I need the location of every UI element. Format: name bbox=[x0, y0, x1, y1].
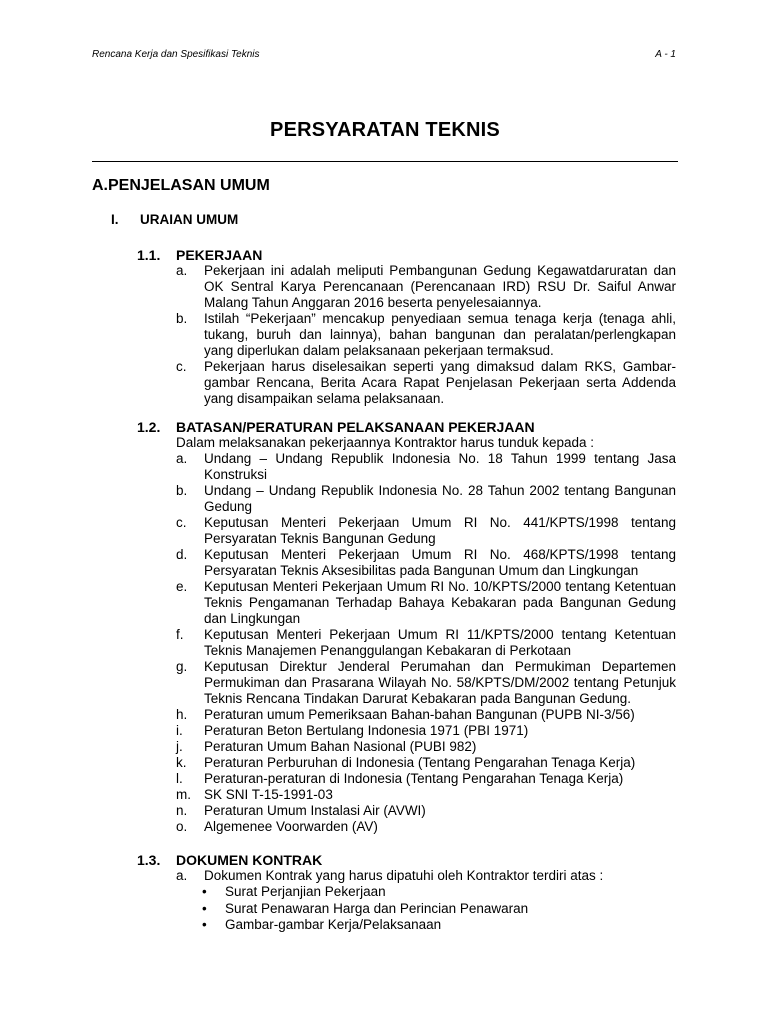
list-item bbox=[176, 547, 676, 579]
document-title: PERSYARATAN TEKNIS bbox=[270, 119, 500, 141]
list-item bbox=[176, 483, 676, 515]
list-item bbox=[176, 803, 676, 819]
list-item bbox=[176, 771, 676, 787]
list-item bbox=[176, 819, 676, 835]
list-item-text: Pekerjaan harus diselesaikan seperti yang dimaksud dalam RKS, Gambar-gambar Rencana, Berita Acara Rapat Penjelasan Pekerjaan serta Addenda yang disampaikan selama pelaksanaan. bbox=[204, 359, 676, 406]
list-marker: h. bbox=[176, 707, 188, 722]
list-marker: m. bbox=[176, 787, 191, 802]
list-item-text: Keputusan Menteri Pekerjaan Umum RI No. 468/KPTS/1998 tentang Persyaratan Teknis Aksesibilitas pada Bangunan Umum dan Lingkungan bbox=[204, 547, 676, 578]
list-marker: j. bbox=[176, 739, 183, 754]
bullet-item bbox=[200, 917, 528, 934]
list-marker: d. bbox=[176, 547, 188, 562]
section-i-heading: URAIAN UMUM bbox=[140, 212, 239, 227]
list-item-text: Undang – Undang Republik Indonesia No. 28 Tahun 2002 tentang Bangunan Gedung bbox=[204, 483, 676, 514]
list-item-text: SK SNI T-15-1991-03 bbox=[204, 787, 333, 802]
list-item bbox=[176, 579, 676, 627]
running-header-title: Rencana Kerja dan Spesifikasi Teknis bbox=[92, 49, 260, 60]
list-item-text: Algemenee Voorwarden (AV) bbox=[204, 819, 378, 834]
section-1-2-heading: BATASAN/PERATURAN PELAKSANAAN PEKERJAAN bbox=[176, 419, 535, 435]
section-1-3-heading: DOKUMEN KONTRAK bbox=[176, 852, 323, 868]
list-marker: c. bbox=[176, 515, 187, 530]
list-item-text: Keputusan Menteri Pekerjaan Umum RI No. 10/KPTS/2000 tentang Ketentuan Teknis Pengamanan Terhadap Bahaya Kebakaran pada Bangunan Gedung dan Lingkungan bbox=[204, 579, 676, 626]
contract-documents-bullets bbox=[200, 884, 528, 934]
list-item bbox=[176, 359, 676, 407]
section-1-1-number: 1.1. bbox=[137, 247, 161, 263]
list-item-text: Peraturan Perburuhan di Indonesia (Tentang Pengarahan Tenaga Kerja) bbox=[204, 755, 636, 770]
list-item bbox=[176, 739, 676, 755]
list-marker: c. bbox=[176, 359, 187, 374]
section-1-2-intro: Dalam melaksanakan pekerjaannya Kontraktor harus tunduk kepada : bbox=[176, 435, 594, 450]
section-a-heading: A.PENJELASAN UMUM bbox=[92, 177, 270, 194]
list-item-text: Peraturan-peraturan di Indonesia (Tentang Pengarahan Tenaga Kerja) bbox=[204, 771, 624, 786]
list-item-text: Peraturan Umum Instalasi Air (AVWI) bbox=[204, 803, 426, 818]
list-item bbox=[176, 627, 676, 659]
list-item bbox=[176, 659, 676, 707]
list-item-text: Peraturan Umum Bahan Nasional (PUBI 982) bbox=[204, 739, 477, 754]
list-marker: k. bbox=[176, 755, 187, 770]
list-marker: g. bbox=[176, 659, 188, 674]
list-marker: e. bbox=[176, 579, 188, 594]
section-1-3-list bbox=[176, 868, 676, 884]
section-1-3-number: 1.3. bbox=[137, 852, 161, 868]
list-marker: a. bbox=[176, 263, 188, 278]
list-item bbox=[176, 515, 676, 547]
list-marker: b. bbox=[176, 483, 188, 498]
section-i-number: I. bbox=[111, 212, 119, 227]
list-marker: a. bbox=[176, 868, 188, 883]
section-1-2-number: 1.2. bbox=[137, 419, 161, 435]
title-divider bbox=[92, 161, 678, 162]
list-marker: l. bbox=[176, 771, 183, 786]
list-item-text: Peraturan Beton Bertulang Indonesia 1971 (PBI 1971) bbox=[204, 723, 529, 738]
bullet-icon: • bbox=[202, 900, 207, 916]
list-item-text: Peraturan umum Pemeriksaan Bahan-bahan Bangunan (PUPB NI-3/56) bbox=[204, 707, 635, 722]
bullet-item-text: Gambar-gambar Kerja/Pelaksanaan bbox=[225, 917, 442, 932]
list-item-text: Keputusan Direktur Jenderal Perumahan dan Permukiman Departemen Permukiman dan Prasarana Wilayah No. 58/KPTS/DM/2002 tentang Petunjuk Teknis Rencana Tindakan Darurat Kebakaran pada Bangunan Gedung. bbox=[204, 659, 676, 706]
bullet-item bbox=[200, 884, 528, 901]
list-item-text: Istilah “Pekerjaan” mencakup penyediaan semua tenaga kerja (tenaga ahli, tukang, buruh dan lainnya), bahan bangunan dan peralatan/perlengkapan yang diperlukan dalam pelaksanaan pekerjaan termaksud. bbox=[204, 311, 676, 358]
list-item-text: Pekerjaan ini adalah meliputi Pembangunan Gedung Kegawatdaruratan dan OK Sentral Karya Perencanaan (Perencanaan IRD) RSU Dr. Saiful Anwar Malang Tahun Anggaran 2016 beserta penyelesaiannya. bbox=[204, 263, 676, 310]
list-item bbox=[176, 755, 676, 771]
section-1-1-list bbox=[176, 263, 676, 407]
bullet-item bbox=[200, 901, 528, 918]
list-marker: n. bbox=[176, 803, 188, 818]
list-marker: f. bbox=[176, 627, 184, 642]
list-item-text: Dokumen Kontrak yang harus dipatuhi oleh Kontraktor terdiri atas : bbox=[204, 868, 604, 883]
list-item-text: Keputusan Menteri Pekerjaan Umum RI No. 441/KPTS/1998 tentang Persyaratan Teknis Bangunan Gedung bbox=[204, 515, 676, 546]
list-item bbox=[176, 707, 676, 723]
list-item bbox=[176, 868, 676, 884]
list-item-text: Undang – Undang Republik Indonesia No. 18 Tahun 1999 tentang Jasa Konstruksi bbox=[204, 451, 676, 482]
list-marker: a. bbox=[176, 451, 188, 466]
bullet-item-text: Surat Perjanjian Pekerjaan bbox=[225, 884, 386, 899]
list-item-text: Keputusan Menteri Pekerjaan Umum RI 11/KPTS/2000 tentang Ketentuan Teknis Manajemen Penanggulangan Kebakaran di Perkotaan bbox=[204, 627, 676, 658]
list-marker: o. bbox=[176, 819, 188, 834]
bullet-item-text: Surat Penawaran Harga dan Perincian Penawaran bbox=[225, 900, 529, 916]
section-1-1-heading: PEKERJAAN bbox=[176, 247, 263, 263]
bullet-icon: • bbox=[202, 884, 207, 899]
section-1-2-list bbox=[176, 451, 676, 835]
list-item bbox=[176, 723, 676, 739]
list-marker: i. bbox=[176, 723, 183, 738]
page-number: A - 1 bbox=[655, 49, 676, 60]
list-item bbox=[176, 451, 676, 483]
list-item bbox=[176, 263, 676, 311]
list-marker: b. bbox=[176, 311, 188, 326]
list-item bbox=[176, 787, 676, 803]
bullet-icon: • bbox=[202, 917, 207, 932]
list-item bbox=[176, 311, 676, 359]
